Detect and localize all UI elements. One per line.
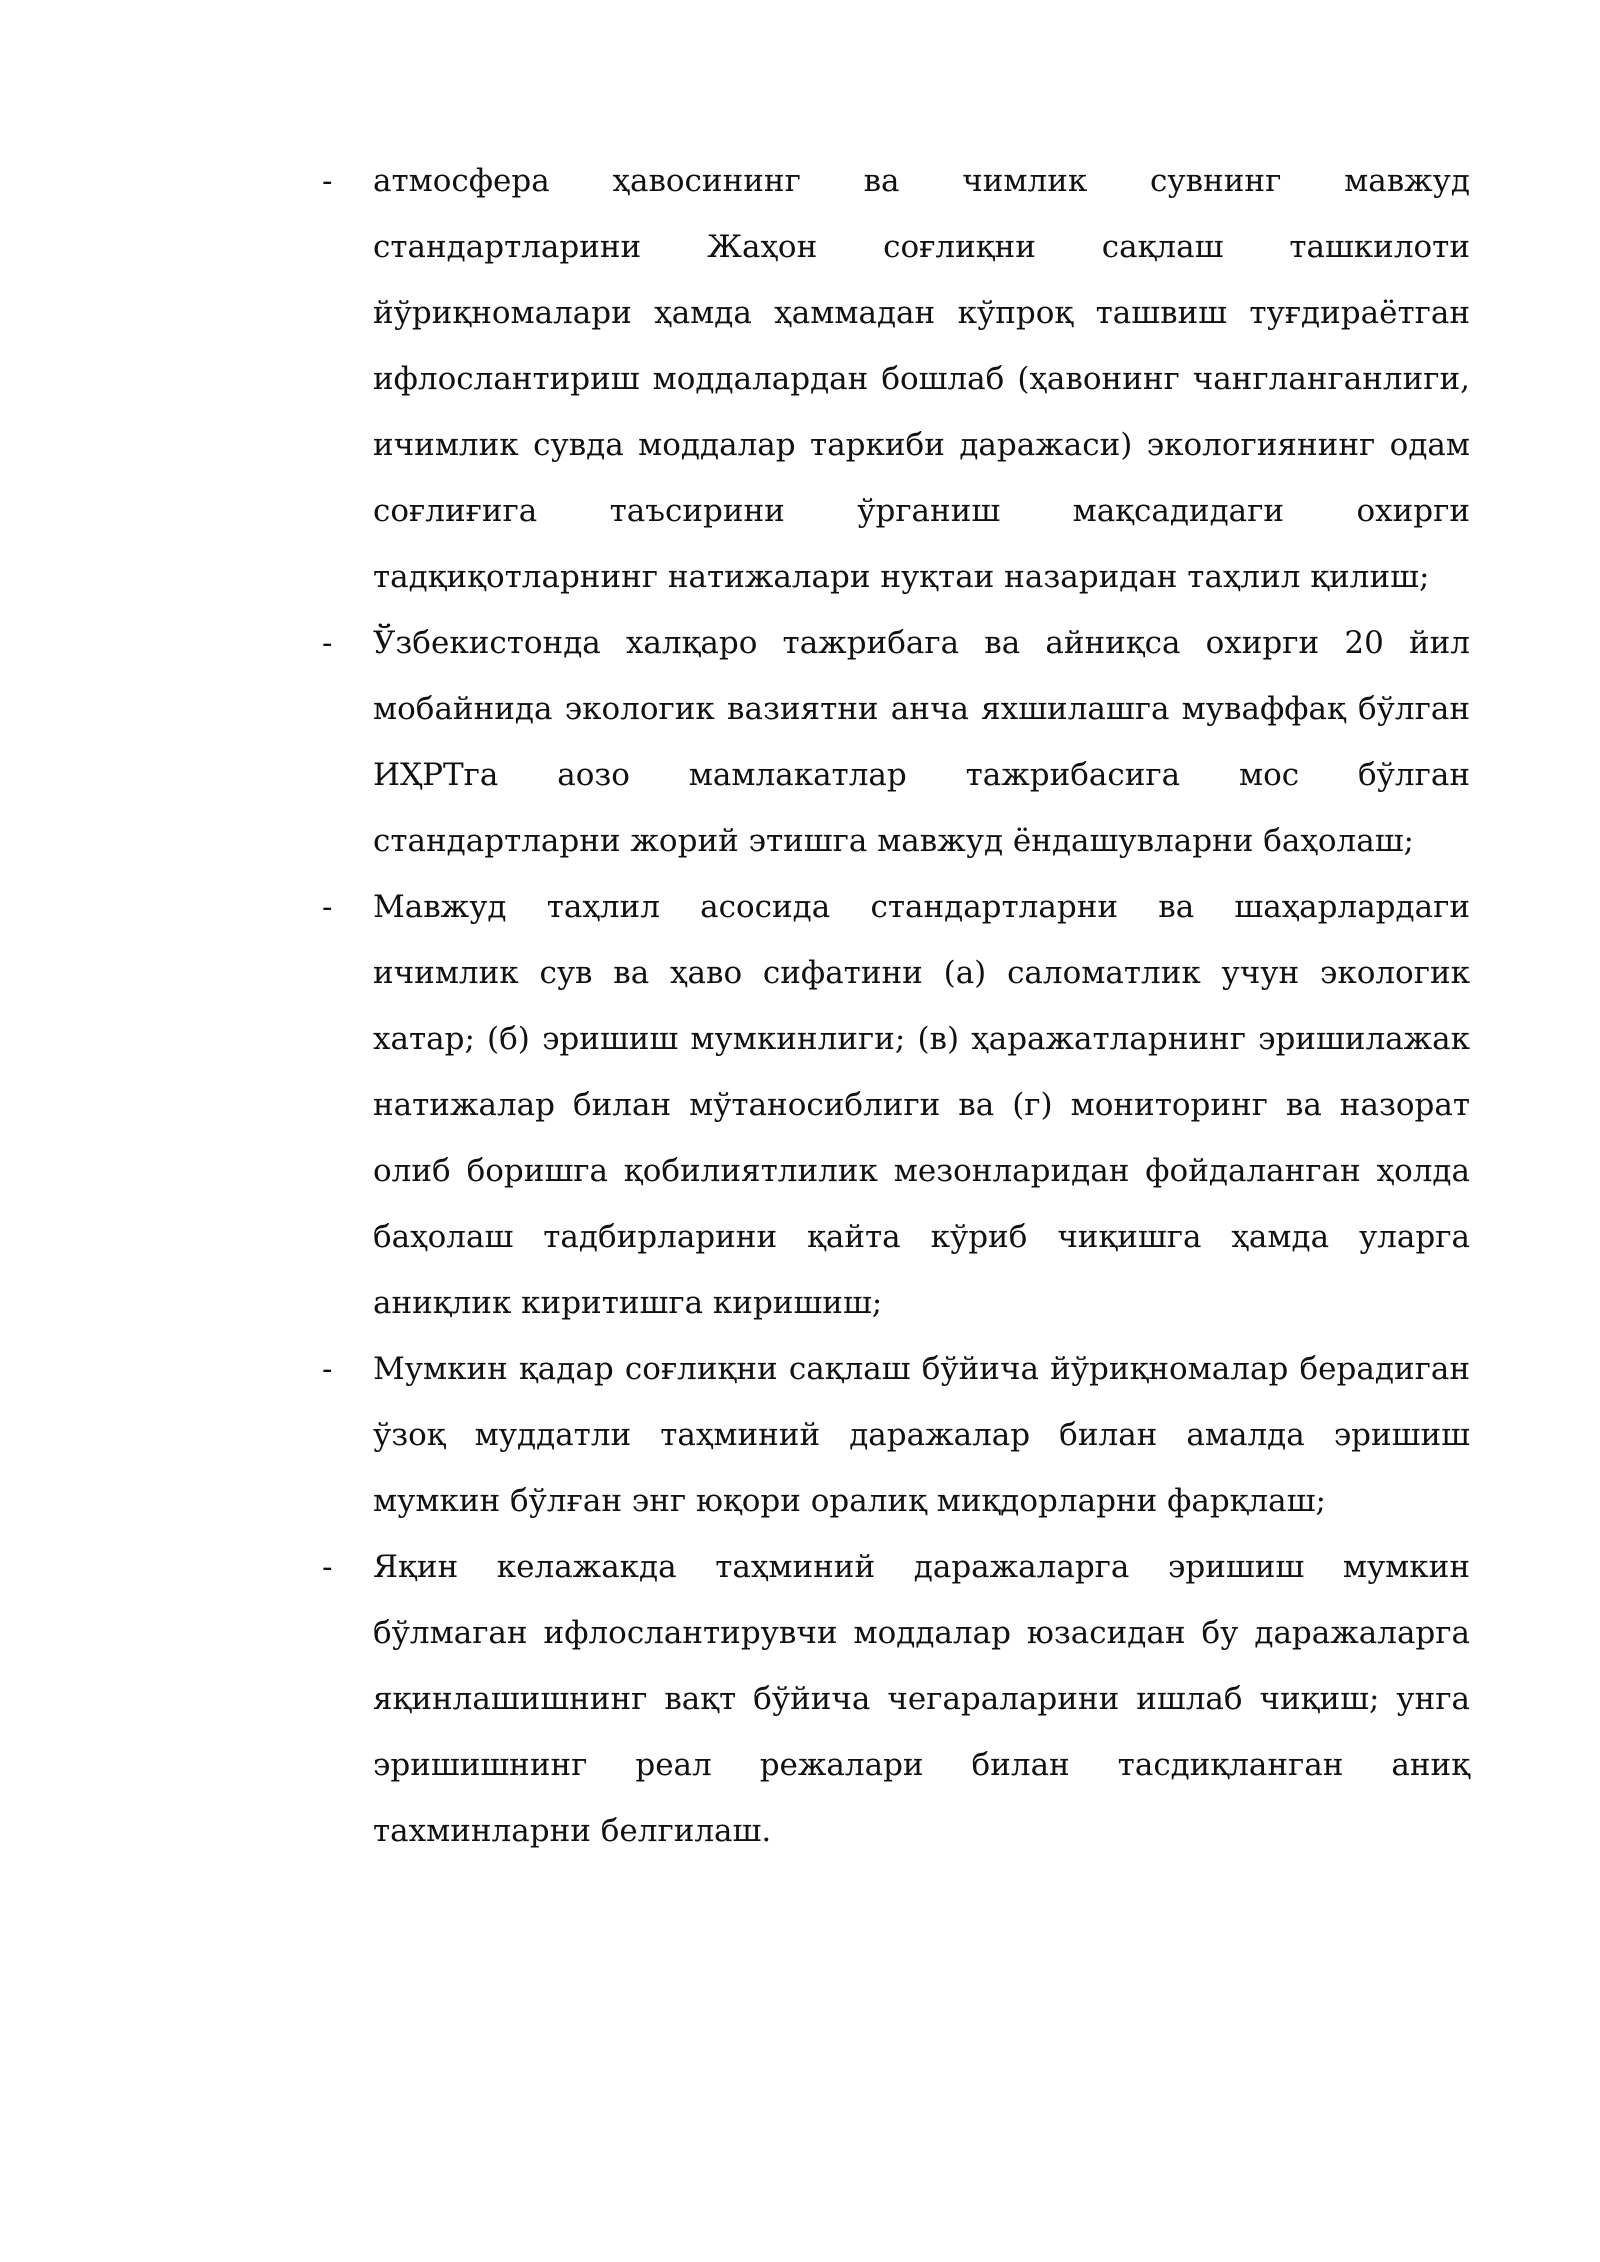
list-item-text: Яқин келажакда таҳминий даражаларга эришиш мумкин бўлмаган ифлослантирувчи моддалар юзасидан бу даражаларга яқинлашишнинг вақт бўйича чегараларини ишлаб чиқиш; унга эришишнинг реал режалари билан тасдиқланган аниқ тахминларни белгилаш.: [373, 1549, 1470, 1849]
list-bullet: -: [322, 163, 333, 199]
list-item: [322, 874, 1470, 1336]
list-item-text: Мавжуд таҳлил асосида стандартларни ва шаҳарлардаги ичимлик сув ва ҳаво сифатини (а) саломатлик учун экологик хатар; (б) эришиш мумкинлиги; (в) ҳаражатларнинг эришилажак натижалар билан мўтаносиблиги ва (г) мониторинг ва назорат олиб боришга қобилиятлилик мезонларидан фойдаланган ҳолда баҳолаш тадбирларини қайта кўриб чиқишга ҳамда уларга аниқлик киритишга киришиш;: [373, 889, 1470, 1321]
list-item: [322, 148, 1470, 610]
list-item-text: атмосфера ҳавосининг ва чимлик сувнинг мавжуд стандартларини Жаҳон соғлиқни сақлаш ташкилоти йўриқномалари ҳамда ҳаммадан кўпроқ ташвиш туғдираётган ифлослантириш моддалардан бошлаб (ҳавонинг чангланганлиги, ичимлик сувда моддалар таркиби даражаси) экологиянинг одам соғлиғига таъсирини ўрганиш мақсадидаги охирги тадқиқотларнинг натижалари нуқтаи назаридан таҳлил қилиш;: [373, 163, 1470, 595]
list-bullet: -: [322, 889, 333, 925]
list-item: [322, 1336, 1470, 1534]
bullet-list: [322, 148, 1470, 1864]
list-bullet: -: [322, 1351, 333, 1387]
list-bullet: -: [322, 625, 333, 661]
list-item: [322, 610, 1470, 874]
list-item: [322, 1534, 1470, 1864]
list-bullet: -: [322, 1549, 333, 1585]
list-item-text: Ўзбекистонда халқаро тажрибага ва айниқса охирги 20 йил мобайнида экологик вазиятни анча яхшилашга муваффақ бўлган ИҲРТга аозо мамлакатлар тажрибасига мос бўлган стандартларни жорий этишга мавжуд ёндашувларни баҳолаш;: [373, 625, 1470, 859]
list-item-text: Мумкин қадар соғлиқни сақлаш бўйича йўриқномалар берадиган ўзоқ муддатли таҳминий даражалар билан амалда эришиш мумкин бўлған энг юқори оралиқ миқдорларни фарқлаш;: [373, 1351, 1470, 1519]
